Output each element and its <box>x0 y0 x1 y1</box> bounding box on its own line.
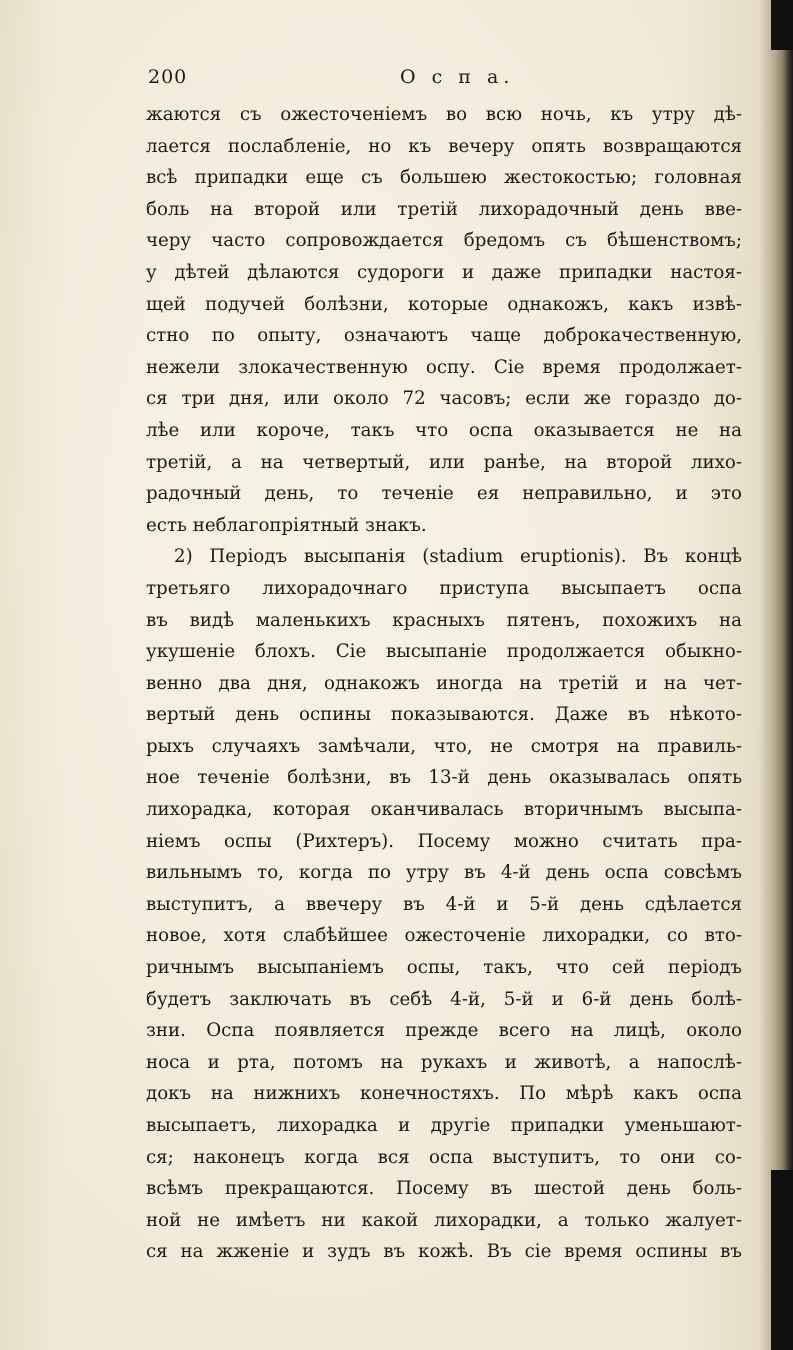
text-line: лѣе или короче, такъ что оспа оказывается не на <box>146 419 742 441</box>
text-line: укушеніе блохъ. Сіе высыпаніе продолжается обыкно- <box>146 641 742 663</box>
text-line: докъ на нижнихъ конечностяхъ. По мѣрѣ какъ оспа <box>146 1083 742 1105</box>
page-number: 200 <box>148 66 188 88</box>
text-line: жаются съ ожесточеніемъ во всю ночь, къ утру дѣ- <box>146 104 742 125</box>
text-line: высыпаетъ, лихорадка и другіе припадки уменьшают- <box>146 1115 742 1136</box>
text-line: ся на жженіе и зудъ въ кожѣ. Въ сіе время оспины въ <box>146 1241 742 1263</box>
text-line: третій, а на четвертый, или ранѣе, на второй лихо- <box>146 451 742 473</box>
text-line: носа и рта, потомъ на рукахъ и животѣ, а напослѣ- <box>146 1051 742 1073</box>
text-line: всѣмъ прекращаются. Посему въ шестой день боль- <box>146 1178 742 1200</box>
text-line: новое, хотя слабѣйшее ожесточеніе лихорадки, со вто- <box>146 925 742 947</box>
text-line: боль на второй или третій лихорадочный день вве- <box>146 198 742 220</box>
text-line: стно по опыту, означаютъ чаще доброкачественную, <box>146 325 742 347</box>
running-header <box>148 66 738 92</box>
text-line: ся; наконецъ когда вся оспа выступитъ, то они со- <box>146 1146 742 1168</box>
text-line: въ видѣ маленькихъ красныхъ пятенъ, похожихъ на <box>146 609 742 631</box>
text-line: щей подучей болѣзни, которые однакожъ, какъ извѣ- <box>146 293 742 315</box>
text-line: у дѣтей дѣлаются судороги и даже припадки настоя- <box>146 261 742 283</box>
text-line: зни. Оспа появляется прежде всего на лицѣ, около <box>146 1020 742 1042</box>
text-line: лается послабленіе, но къ вечеру опять возвращаются <box>146 135 742 157</box>
text-line: третьяго лихорадочнаго приступа высыпаетъ оспа <box>146 577 742 599</box>
running-title: О с п а. <box>400 66 515 88</box>
text-line: радочный день, то теченіе ея неправильно, и это <box>146 483 742 505</box>
section-heading-line: 2) Періодъ высыпанія (stadium eruptionis). Въ концѣ <box>174 546 742 568</box>
edge-shadow <box>771 1170 793 1350</box>
text-line: вертый день оспины показываются. Даже въ нѣкото- <box>146 704 742 726</box>
text-line: рыхъ случаяхъ замѣчали, что, не смотря на правиль- <box>146 735 742 757</box>
paragraph-end-line: есть неблагопріятный знакъ. <box>146 514 427 536</box>
page-body-text <box>146 99 742 1268</box>
text-line: черу часто сопровождается бредомъ съ бѣшенствомъ; <box>146 230 742 252</box>
text-line: ніемъ оспы (Рихтеръ). Посему можно считать пра- <box>146 830 742 852</box>
text-line: венно два дня, однакожъ иногда на третій и на чет- <box>146 672 742 694</box>
text-line: ной не имѣетъ ни какой лихорадки, а только жалует- <box>146 1209 742 1231</box>
text-line: будетъ заключать въ себѣ 4-й, 5-й и 6-й день болѣ- <box>146 988 742 1010</box>
text-line: ричнымъ высыпаніемъ оспы, такъ, что сей періодъ <box>146 957 742 979</box>
text-line: лихорадка, которая оканчивалась вторичнымъ высыпа- <box>146 799 742 821</box>
edge-shadow <box>771 0 793 50</box>
text-line: ся три дня, или около 72 часовъ; если же гораздо до- <box>146 388 742 410</box>
text-line: вильнымъ то, когда по утру въ 4-й день оспа совсѣмъ <box>146 862 742 884</box>
text-line: нежели злокачественную оспу. Сіе время продолжает- <box>146 356 742 378</box>
page-binding-edge <box>759 0 793 1350</box>
text-line: всѣ припадки еще съ большею жестокостью; головная <box>146 167 742 189</box>
text-line: выступитъ, а ввечеру въ 4-й и 5-й день сдѣлается <box>146 893 742 915</box>
text-line: ное теченіе болѣзни, въ 13-й день оказывалась опять <box>146 767 742 789</box>
